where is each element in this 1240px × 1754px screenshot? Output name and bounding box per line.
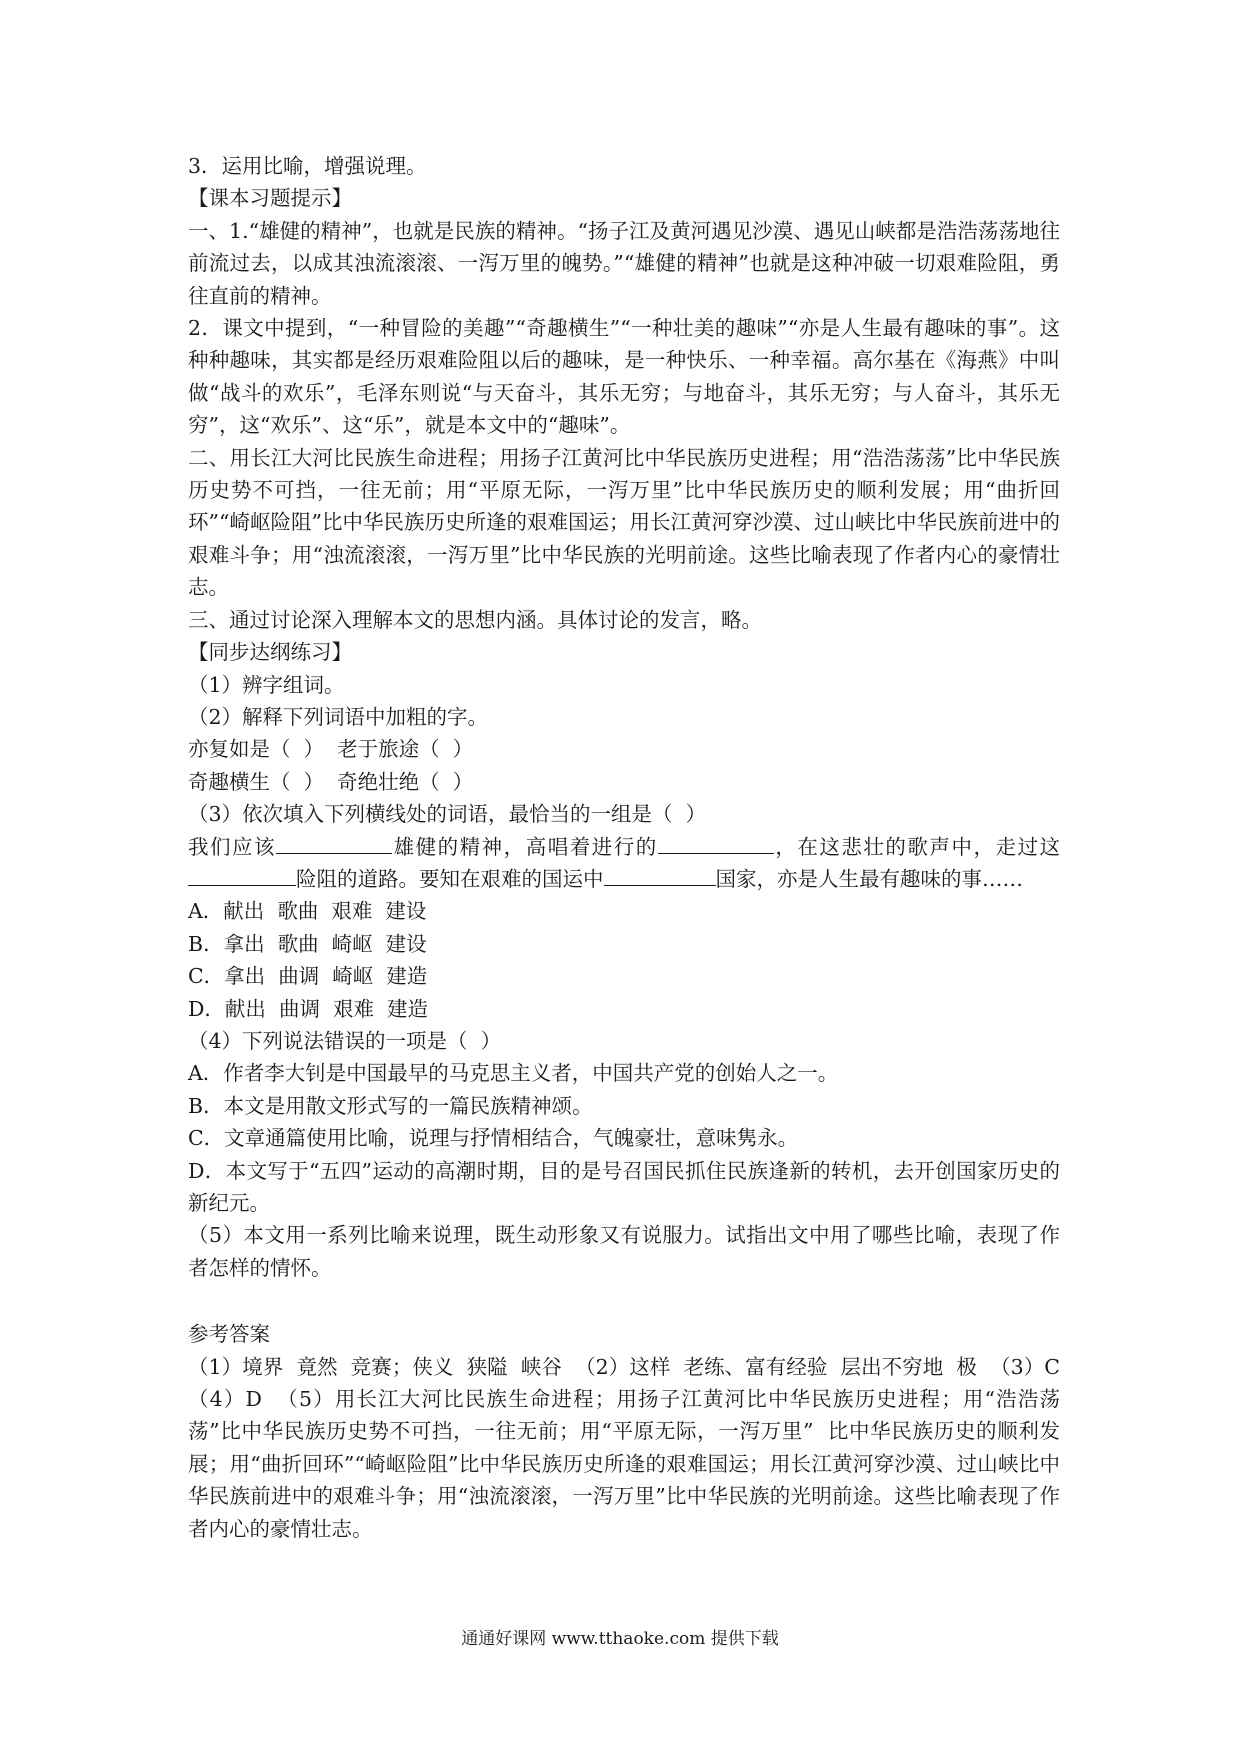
option: C．拿出 曲调 崎岖 建造 [188, 964, 428, 989]
option: B．本文是用散文形式写的一篇民族精神颂。 [188, 1093, 593, 1118]
paragraph: 二、用长江大河比民族生命进程；用扬子江黄河比中华民族历史进程；用“浩浩荡荡”比中华民族历史势不可挡，一往无前；用“平原无际，一泻万里”比中华民族历史的顺利发展；用“曲折回环”“崎岖险阻”比中华民族历史所逢的艰难国运；用长江黄河穿沙漠、过山峡比中华民族前进中的艰难斗争；用“浊流滚滚，一泻万里”比中华民族的光明前途。这些比喻表现了作者内心的豪情壮志。 [188, 445, 1060, 600]
paragraph: 三、通过讨论深入理解本文的思想内涵。具体讨论的发言，略。 [188, 607, 762, 632]
section-heading: 【课本习题提示】 [188, 186, 352, 211]
question: （1）辨字组词。 [188, 672, 345, 697]
fill-in-sentence [188, 831, 1060, 896]
page-footer: 通通好课网 www.tthaoke.com 提供下载 [461, 1629, 779, 1649]
answer-text: （1）境界 竟然 竞赛；侠义 狭隘 峡谷 （2）这样 老练、富有经验 层出不穷地 极 （3）C （4）D （5）用长江大河比民族生命进程；用扬子江黄河比中华民族历史进程；用“浩浩荡荡”比中华民族历史势不可挡，一往无前；用“平原无际，一泻万里” 比中华民族历史的顺利发展；用“曲折回环”“崎岖险阻”比中华民族历史所逢的艰难国运；用长江黄河穿沙漠、过山峡比中华民族前进中的艰难斗争；用“浊流滚滚，一泻万里”比中华民族的光明前途。这些比喻表现了作者内心的豪情壮志。 [188, 1354, 1074, 1541]
paragraph: 3．运用比喻，增强说理。 [188, 154, 427, 178]
document-body [188, 150, 1074, 1545]
fill-blank-1 [276, 831, 392, 854]
question: （2）解释下列词语中加粗的字。 [188, 704, 489, 729]
question: （4）下列说法错误的一项是（ ） [188, 1028, 502, 1053]
sentence-part: 我们应该 [188, 834, 277, 859]
fill-blank-2 [658, 831, 774, 854]
option: D．本文写于“五四”运动的高潮时期，目的是号召国民抓住民族逢新的转机，去开创国家历史的新纪元。 [188, 1158, 1060, 1215]
option: A．作者李大钊是中国最早的马克思主义者，中国共产党的创始人之一。 [188, 1061, 839, 1086]
option: C．文章通篇使用比喻，说理与抒情相结合，气魄豪壮，意味隽永。 [188, 1126, 799, 1151]
section-heading: 【同步达纲练习】 [188, 640, 352, 665]
sentence-part: ，在这悲壮的歌声中，走过这 [773, 834, 1061, 859]
answer-title: 参考答案 [188, 1322, 270, 1347]
word-item-row: 奇趣横生（ ） 奇绝壮绝（ ） [188, 769, 474, 794]
option: A．献出 歌曲 艰难 建设 [188, 899, 427, 924]
question: （3）依次填入下列横线处的词语，最恰当的一组是（ ） [188, 802, 707, 827]
spacer [188, 1284, 1060, 1318]
fill-blank-4 [604, 863, 716, 886]
fill-blank-3 [188, 863, 296, 886]
paragraph: 2．课文中提到，“一种冒险的美趣”“奇趣横生”“一种壮美的趣味”“亦是人生最有趣味的事”。这种种趣味，其实都是经历艰难险阻以后的趣味，是一种快乐、一种幸福。高尔基在《海燕》中叫做“战斗的欢乐”，毛泽东则说“与天奋斗，其乐无穷；与地奋斗，其乐无穷；与人奋斗，其乐无穷”，这“欢乐”、这“乐”，就是本文中的“趣味”。 [188, 316, 1060, 438]
sentence-part: 雄健的精神，高唱着进行的 [392, 834, 658, 859]
sentence-part: 国家，亦是人生最有趣味的事…… [715, 866, 1023, 891]
sentence-part: 险阻的道路。要知在艰难的国运中 [296, 866, 604, 891]
option: B．拿出 歌曲 崎岖 建设 [188, 931, 427, 956]
word-item-row: 亦复如是（ ） 老于旅途（ ） [188, 737, 474, 762]
option: D．献出 曲调 艰难 建造 [188, 996, 429, 1021]
question: （5）本文用一系列比喻来说理，既生动形象又有说服力。试指出文中用了哪些比喻，表现了作者怎样的情怀。 [188, 1223, 1060, 1280]
paragraph: 一、1.“雄健的精神”，也就是民族的精神。“扬子江及黄河遇见沙漠、遇见山峡都是浩浩荡荡地往前流过去，以成其浊流滚滚、一泻万里的魄势。”“雄健的精神”也就是这种冲破一切艰难险阻，勇往直前的精神。 [188, 218, 1060, 308]
